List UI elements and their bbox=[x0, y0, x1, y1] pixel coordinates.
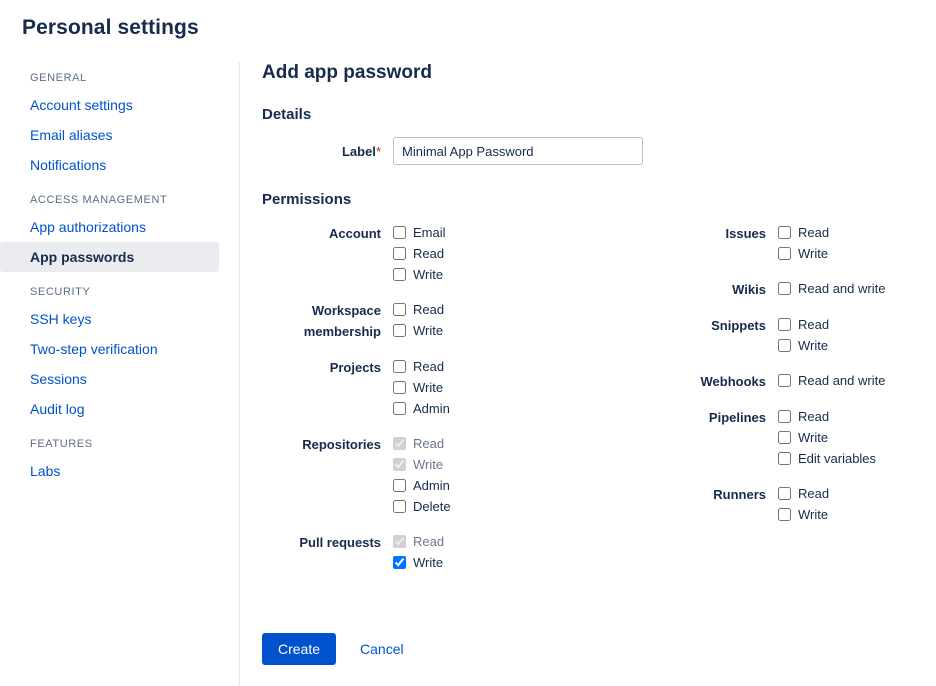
permission-option-row bbox=[778, 222, 829, 243]
create-button[interactable]: Create bbox=[262, 633, 336, 665]
permission-option-row bbox=[393, 454, 451, 475]
checkbox-runners-read[interactable] bbox=[778, 487, 791, 500]
permission-option-label[interactable]: Email bbox=[413, 225, 446, 240]
page-layout bbox=[0, 62, 936, 682]
permission-option-row bbox=[778, 243, 829, 264]
permission-option-label[interactable]: Write bbox=[798, 507, 829, 522]
permission-option-row bbox=[393, 222, 446, 243]
permission-option-row bbox=[778, 483, 829, 504]
permission-options bbox=[778, 406, 876, 469]
details-section-title: Details bbox=[262, 106, 312, 123]
permission-option-row bbox=[778, 427, 876, 448]
permission-options bbox=[778, 370, 885, 392]
sidebar-group-title: ACCESS MANAGEMENT bbox=[30, 194, 168, 206]
content-heading: Add app password bbox=[262, 62, 432, 83]
checkbox-pull-requests-write[interactable] bbox=[393, 556, 406, 569]
label-input[interactable] bbox=[393, 137, 643, 165]
permission-group bbox=[662, 370, 936, 392]
permission-group bbox=[662, 406, 936, 469]
checkbox-issues-write[interactable] bbox=[778, 247, 791, 260]
permission-group bbox=[262, 356, 662, 419]
checkbox-pipelines-read[interactable] bbox=[778, 410, 791, 423]
checkbox-account-read[interactable] bbox=[393, 247, 406, 260]
permission-group-label: Issues bbox=[725, 226, 766, 241]
sidebar-item-sessions[interactable]: Sessions bbox=[30, 371, 87, 387]
checkbox-repositories-write bbox=[393, 458, 406, 471]
permission-option-row bbox=[393, 398, 450, 419]
sidebar-item-account-settings[interactable]: Account settings bbox=[30, 97, 133, 113]
permission-option-row bbox=[778, 278, 885, 299]
checkbox-wikis-read-and-write[interactable] bbox=[778, 282, 791, 295]
checkbox-pipelines-write[interactable] bbox=[778, 431, 791, 444]
permission-option-label[interactable]: Write bbox=[413, 380, 444, 395]
checkbox-repositories-admin[interactable] bbox=[393, 479, 406, 492]
checkbox-repositories-read bbox=[393, 437, 406, 450]
permission-option-label[interactable]: Write bbox=[798, 246, 829, 261]
permission-group bbox=[262, 531, 662, 573]
checkbox-snippets-write[interactable] bbox=[778, 339, 791, 352]
permission-option-row bbox=[778, 335, 829, 356]
permission-option-label: Read bbox=[413, 436, 445, 451]
permission-option-row bbox=[778, 504, 829, 525]
permission-group-label: Wikis bbox=[732, 282, 766, 297]
checkbox-account-write[interactable] bbox=[393, 268, 406, 281]
checkbox-runners-write[interactable] bbox=[778, 508, 791, 521]
permission-options bbox=[393, 222, 446, 285]
permissions-right-column bbox=[662, 222, 936, 587]
required-marker: * bbox=[375, 143, 381, 159]
permission-option-row bbox=[393, 320, 444, 341]
permission-option-label[interactable]: Write bbox=[413, 267, 444, 282]
permission-option-label[interactable]: Read and write bbox=[798, 373, 886, 388]
permission-group bbox=[662, 483, 936, 525]
permission-option-label[interactable]: Read bbox=[798, 317, 830, 332]
permission-option-label[interactable]: Write bbox=[798, 430, 829, 445]
permission-options bbox=[778, 278, 885, 300]
sidebar-item-email-aliases[interactable]: Email aliases bbox=[30, 127, 113, 143]
permission-option-label[interactable]: Read bbox=[413, 302, 445, 317]
permissions-section-title: Permissions bbox=[262, 191, 352, 208]
permission-options bbox=[393, 433, 451, 517]
permission-options bbox=[778, 314, 829, 356]
permission-option-row bbox=[778, 406, 876, 427]
permission-group-label: Repositories bbox=[302, 437, 381, 452]
sidebar-item-two-step-verification[interactable]: Two-step verification bbox=[30, 341, 158, 357]
sidebar-item-ssh-keys[interactable]: SSH keys bbox=[30, 311, 92, 327]
checkbox-projects-write[interactable] bbox=[393, 381, 406, 394]
permission-option-row bbox=[393, 531, 444, 552]
sidebar-item-app-authorizations[interactable]: App authorizations bbox=[30, 219, 146, 235]
permission-option-label: Write bbox=[413, 457, 444, 472]
permission-option-row bbox=[393, 264, 446, 285]
permission-option-row bbox=[778, 448, 876, 469]
permission-options bbox=[778, 483, 829, 525]
label-field-row bbox=[262, 137, 936, 165]
label-field-label bbox=[262, 144, 393, 159]
permission-option-label[interactable]: Admin bbox=[413, 478, 450, 493]
permission-group bbox=[262, 433, 662, 517]
permission-group-label: Pull requests bbox=[299, 535, 381, 550]
permission-group-label: Runners bbox=[713, 487, 766, 502]
permission-option-label[interactable]: Delete bbox=[413, 499, 451, 514]
main-content bbox=[240, 62, 936, 682]
permission-option-row bbox=[393, 475, 451, 496]
sidebar-item-audit-log[interactable]: Audit log bbox=[30, 401, 85, 417]
permission-option-label[interactable]: Read bbox=[798, 225, 830, 240]
permission-group bbox=[662, 222, 936, 264]
permission-group-label: Workspace membership bbox=[303, 303, 381, 339]
sidebar-group-title: SECURITY bbox=[30, 286, 91, 298]
checkbox-account-email[interactable] bbox=[393, 226, 406, 239]
permission-option-label[interactable]: Read bbox=[413, 246, 445, 261]
permission-group-label: Account bbox=[329, 226, 381, 241]
permission-option-label[interactable]: Edit variables bbox=[798, 451, 877, 466]
permission-option-label: Read bbox=[413, 534, 445, 549]
permission-options bbox=[393, 299, 444, 342]
permission-option-label[interactable]: Read bbox=[798, 409, 830, 424]
permission-option-label[interactable]: Read bbox=[798, 486, 830, 501]
permission-group bbox=[262, 222, 662, 285]
permission-option-row bbox=[393, 356, 450, 377]
sidebar-item-labs[interactable]: Labs bbox=[30, 463, 61, 479]
checkbox-webhooks-read-and-write[interactable] bbox=[778, 374, 791, 387]
sidebar-item-notifications[interactable]: Notifications bbox=[30, 157, 107, 173]
permission-option-row bbox=[393, 433, 451, 454]
checkbox-projects-admin[interactable] bbox=[393, 402, 406, 415]
sidebar-group-title: FEATURES bbox=[30, 438, 93, 450]
permission-option-row bbox=[778, 370, 885, 391]
permission-group-label: Pipelines bbox=[708, 410, 766, 425]
permission-group bbox=[662, 278, 936, 300]
sidebar bbox=[0, 62, 240, 686]
permission-option-row bbox=[393, 552, 444, 573]
permission-group bbox=[262, 299, 662, 342]
checkbox-pull-requests-read bbox=[393, 535, 406, 548]
cancel-button[interactable]: Cancel bbox=[354, 640, 410, 658]
permission-options bbox=[778, 222, 829, 264]
permission-group-label: Projects bbox=[329, 360, 381, 375]
permission-option-row bbox=[393, 243, 446, 264]
permission-option-label[interactable]: Write bbox=[798, 338, 829, 353]
permission-option-row bbox=[393, 377, 450, 398]
permission-option-row bbox=[393, 299, 444, 320]
permission-option-label[interactable]: Write bbox=[413, 323, 444, 338]
permission-option-label[interactable]: Read and write bbox=[798, 281, 886, 296]
permission-options bbox=[393, 531, 444, 573]
permission-options bbox=[393, 356, 450, 419]
form-actions bbox=[262, 633, 936, 665]
checkbox-issues-read[interactable] bbox=[778, 226, 791, 239]
checkbox-workspace-membership-read[interactable] bbox=[393, 303, 406, 316]
sidebar-item-app-passwords[interactable]: App passwords bbox=[0, 242, 219, 272]
checkbox-repositories-delete[interactable] bbox=[393, 500, 406, 513]
permission-group bbox=[662, 314, 936, 356]
permission-group-label: Snippets bbox=[711, 318, 766, 333]
checkbox-projects-read[interactable] bbox=[393, 360, 406, 373]
label-field-label-text: Label bbox=[341, 143, 376, 159]
permission-option-row bbox=[778, 314, 829, 335]
sidebar-group-title: GENERAL bbox=[30, 72, 87, 84]
permission-option-row bbox=[393, 496, 451, 517]
permissions-columns bbox=[262, 222, 936, 587]
permission-group-label: Webhooks bbox=[700, 374, 766, 389]
checkbox-workspace-membership-write[interactable] bbox=[393, 324, 406, 337]
permission-option-label[interactable]: Read bbox=[413, 359, 445, 374]
permission-option-label[interactable]: Write bbox=[413, 555, 444, 570]
permissions-left-column bbox=[262, 222, 662, 587]
checkbox-snippets-read[interactable] bbox=[778, 318, 791, 331]
permission-option-label[interactable]: Admin bbox=[413, 401, 450, 416]
checkbox-pipelines-edit-variables[interactable] bbox=[778, 452, 791, 465]
page-title: Personal settings bbox=[22, 16, 199, 39]
